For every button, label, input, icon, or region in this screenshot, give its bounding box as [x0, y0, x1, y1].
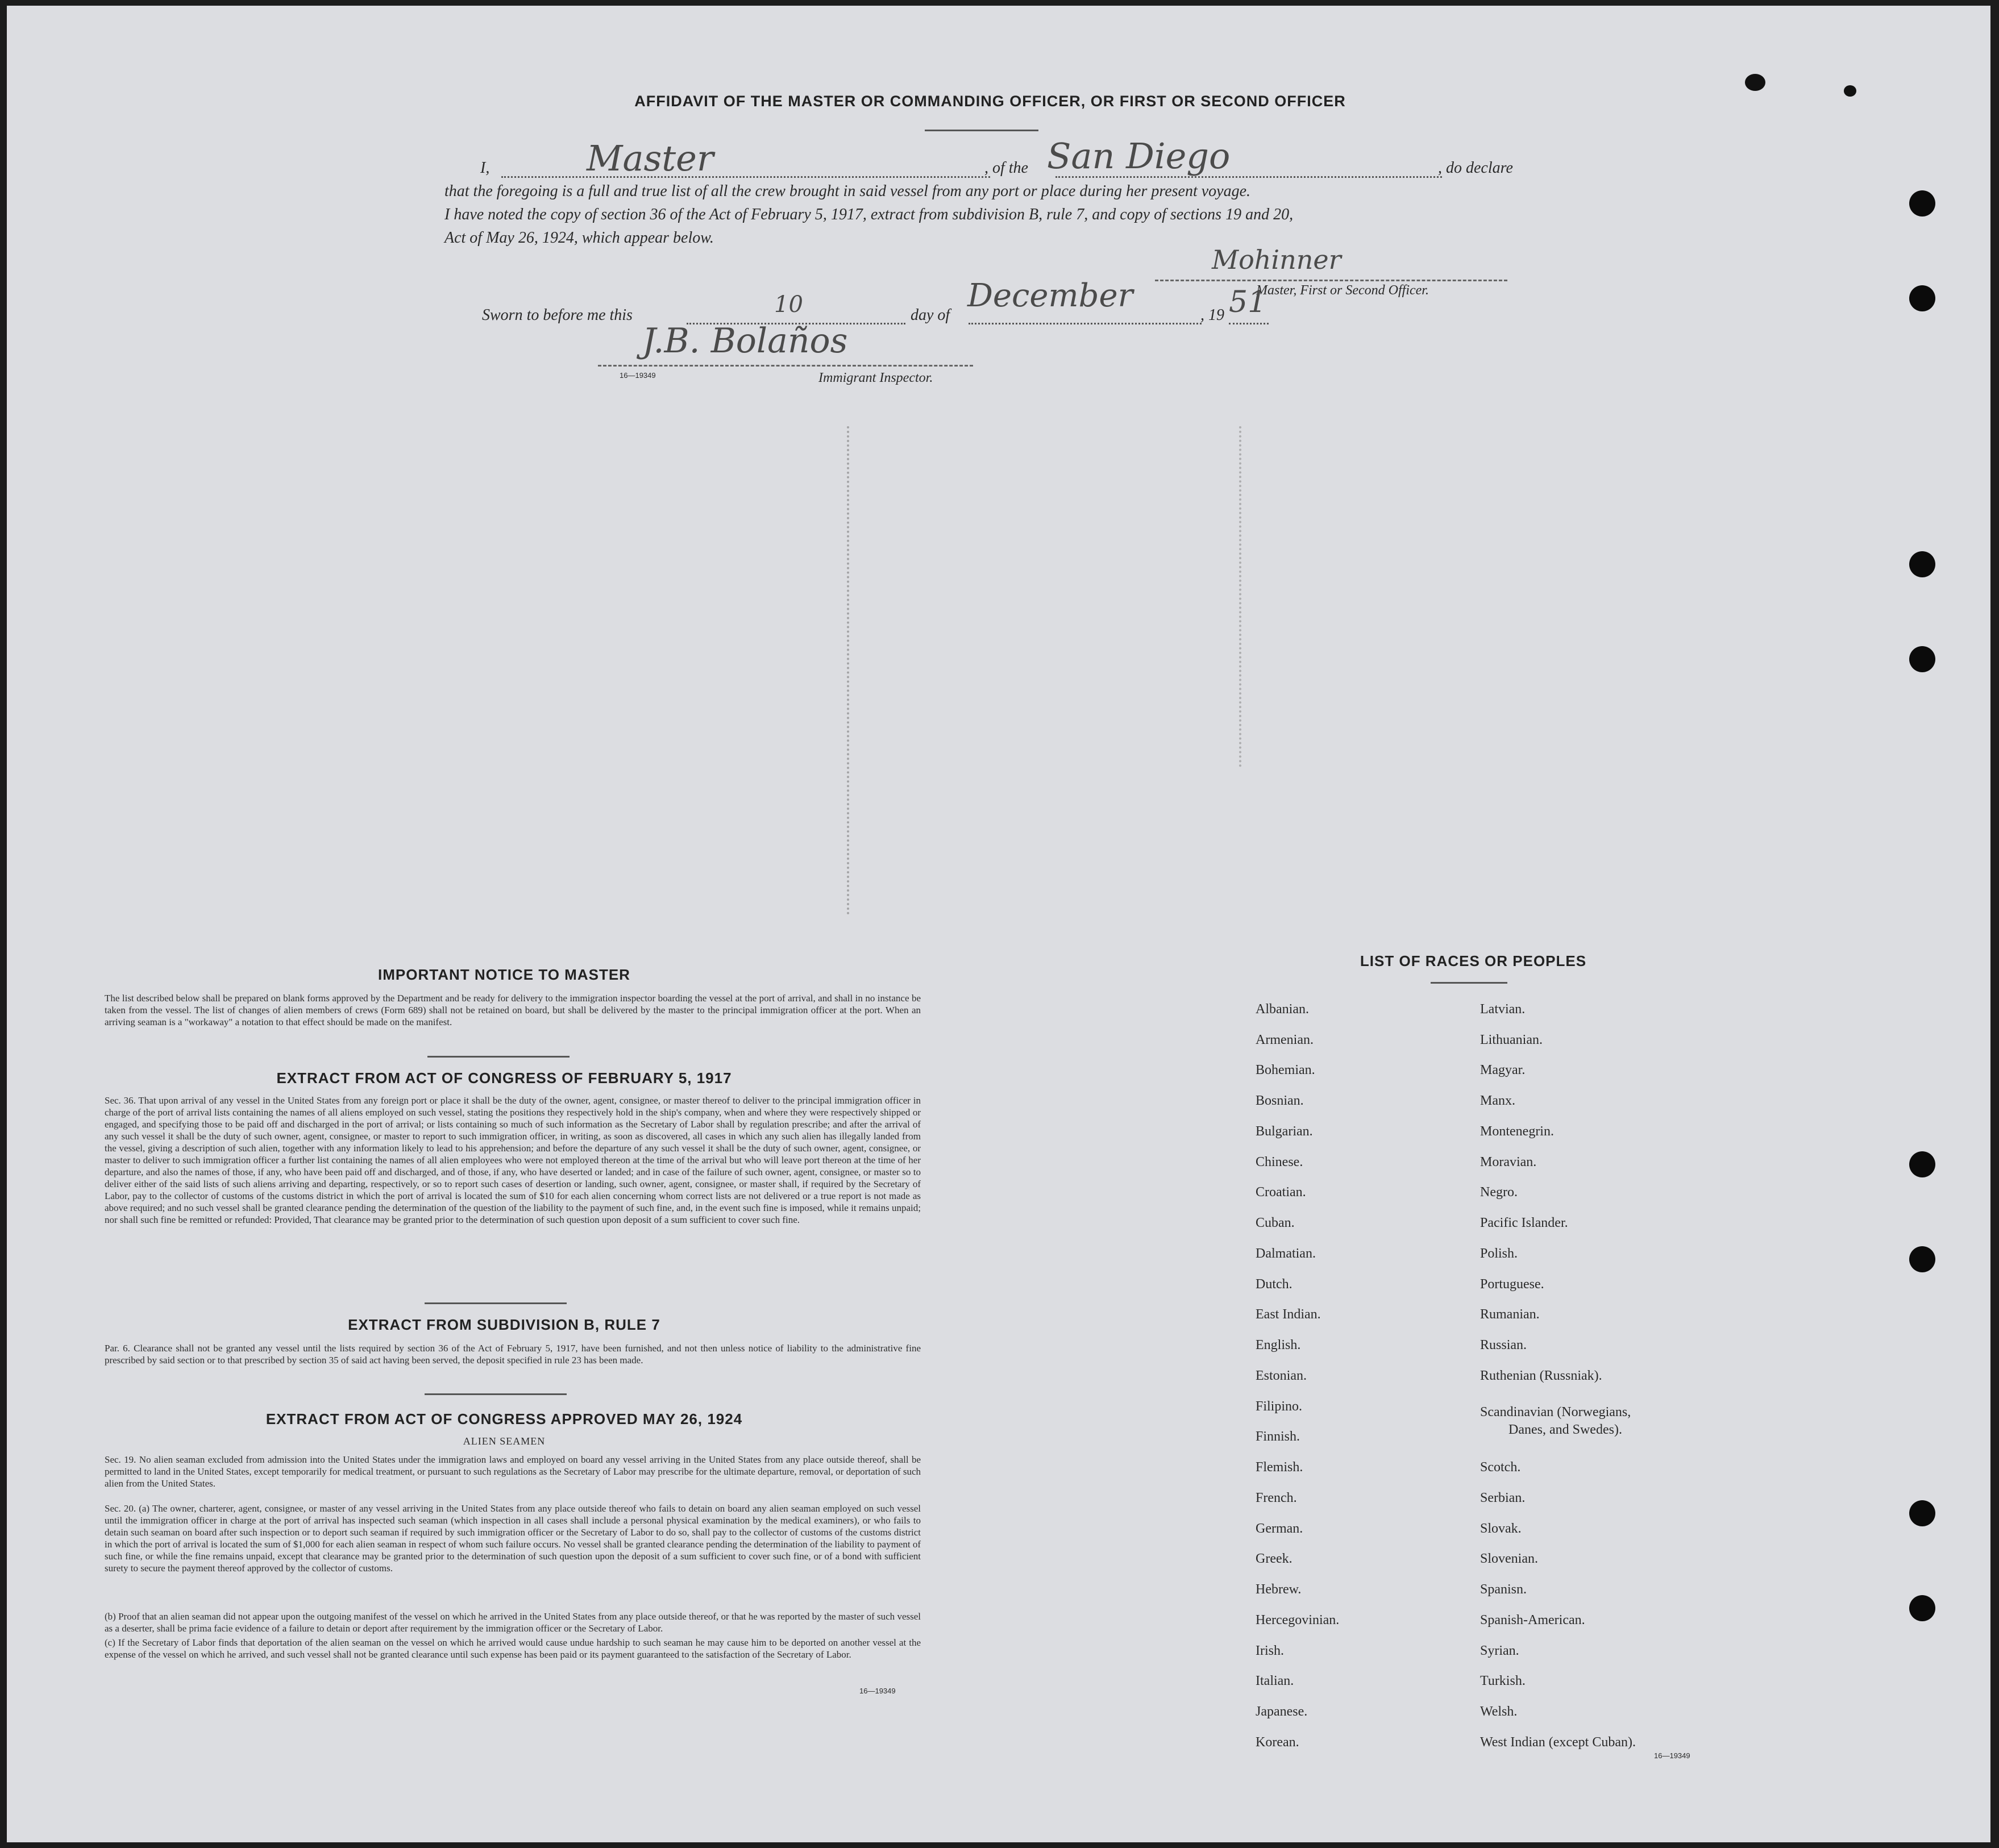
- race-left: Japanese.: [1256, 1704, 1308, 1719]
- day-handwritten: 10: [774, 292, 803, 318]
- ink-blot: [1745, 74, 1765, 91]
- races-divider: [1431, 982, 1507, 984]
- affidavit-form-number: 16—19349: [620, 371, 656, 380]
- race-left: Hercegovinian.: [1256, 1613, 1340, 1628]
- day-of-label: day of: [911, 306, 950, 324]
- title-divider: [925, 130, 1038, 131]
- race-right: Montenegrin.: [1480, 1124, 1554, 1139]
- column-guide: [1239, 426, 1241, 767]
- race-right: Pacific Islander.: [1480, 1216, 1568, 1230]
- extract-1924-sec19: Sec. 19. No alien seaman excluded from admission into the United States under the immigration laws and employed on board any vessel arriving in the United States from any place outside thereof, shall be permitted to land in the United States, except temporarily for medical treatment, or pursuant to such regulations as the Secretary of Labor may prescribe for the ultimate departure, removal, or deportation of such alien from the United States.: [105, 1454, 921, 1489]
- extract-rule7-text: Par. 6. Clearance shall not be granted any vessel until the lists required by section 36 of the Act of February 5, 1917, have been furnished, and not then unless notice of liability to the administrative fine prescribed by said section or to that prescribed by section 35 of said act having been served, the deposit specified in rule 23 has been made.: [105, 1343, 921, 1366]
- name-handwritten: Master: [587, 138, 714, 179]
- punch-hole: [1909, 1500, 1935, 1526]
- race-right: Scandinavian (Norwegians,: [1480, 1405, 1631, 1420]
- race-left: Dalmatian.: [1256, 1246, 1316, 1261]
- extract-1917-text: Sec. 36. That upon arrival of any vessel in the United States from any foreign port or place it shall be the duty of the owner, agent, consignee, or master thereof to deliver to the principal immigration officer in charge of the port of arrival lists containing the names of all aliens employed on such vessel, stating the positions they respectively hold in the ship's company, when and where they were respectively shipped or engaged, and specifying those to be paid off and discharged in the port of arrival; or lists containing so much of such information as the Secretary of Labor shall by regulation prescribe; and after the arrival of any such vessel it shall be the duty of such owner, agent, consignee, or master to report to such immigration officer, in writing, as soon as discovered, all cases in which any such alien has illegally landed from the vessel, giving a description of such alien, together with any information likely to lead to his apprehension; and before the departure of any such vessel it shall be the duty of such owner, agent, consignee, or master to deliver to such immigration officer a further list containing the names of all alien employees who were not employed thereon at the time of the arrival but who will leave port thereon at the time of her departure, and also the names of those, if any, who have been paid off and discharged, and of those, if any, who have deserted or landed; and in case of the failure of such owner, agent, consignee, or master so to deliver either of the said lists of such aliens arriving and departing, respectively, or so to report such cases of desertion or landing, such owner, agent, consignee, or master shall, if required by the Secretary of Labor, pay to the collector of customs of the customs district in which the port of arrival is located the sum of $10 for each alien concerning whom correct lists are not delivered or a true report is not made as above required; and no such vessel shall be granted clearance pending the determination of the question of the liability to the payment of such fine, and, in the event such fine is imposed, while it remains unpaid; nor shall such fine be remitted or refunded: Provided, That clearance may be granted prior to the determination of such question upon deposit of a sum sufficient to cover such fine.: [105, 1095, 921, 1225]
- punch-hole: [1909, 1595, 1935, 1621]
- race-right: Scotch.: [1480, 1460, 1521, 1475]
- punch-hole: [1909, 285, 1935, 311]
- race-right: Rumanian.: [1480, 1307, 1540, 1322]
- race-left: Armenian.: [1256, 1033, 1314, 1047]
- race-right: Portuguese.: [1480, 1277, 1544, 1292]
- extract-1924-sec20b: (b) Proof that an alien seaman did not appear upon the outgoing manifest of the vessel on which he arrived in the United States from any place outside thereof, or that he was reported by the master of such vessel as a deserter, shall be prima facie evidence of a failure to detain or deport after requirement by the immigration officer or the Secretary of Labor.: [105, 1611, 921, 1634]
- race-left: French.: [1256, 1491, 1297, 1505]
- inspector-signature: J.B. Bolaños: [642, 321, 848, 361]
- affidavit-title: AFFIDAVIT OF THE MASTER OR COMMANDING OFFICER, OR FIRST OR SECOND OFFICER: [634, 93, 1346, 110]
- race-left: Bulgarian.: [1256, 1124, 1313, 1139]
- punch-hole: [1909, 646, 1935, 672]
- race-right: Ruthenian (Russniak).: [1480, 1368, 1602, 1383]
- race-left: Korean.: [1256, 1735, 1299, 1750]
- race-left: Flemish.: [1256, 1460, 1303, 1475]
- extract-rule7-divider: [425, 1393, 567, 1395]
- race-left: Irish.: [1256, 1643, 1284, 1658]
- race-right: Welsh.: [1480, 1704, 1518, 1719]
- inspector-signature-line: [598, 365, 973, 367]
- punch-hole: [1909, 551, 1935, 577]
- race-right: West Indian (except Cuban).: [1480, 1735, 1636, 1750]
- of-the-label: , of the: [984, 159, 1028, 177]
- affidavit-body-2: I have noted the copy of section 36 of the Act of February 5, 1917, extract from subdivision B, rule 7, and copy of sections 19 and 20,: [444, 206, 1294, 223]
- affidavit-body-1: that the foregoing is a full and true list of all the crew brought in said vessel from any port or place during her present voyage.: [444, 182, 1251, 200]
- punch-hole: [1909, 1151, 1935, 1177]
- officer-caption: Master, First or Second Officer.: [1256, 283, 1429, 298]
- race-left: Greek.: [1256, 1551, 1293, 1566]
- race-left: Estonian.: [1256, 1368, 1307, 1383]
- races-form-number: 16—19349: [1654, 1751, 1690, 1760]
- race-right: Lithuanian.: [1480, 1033, 1543, 1047]
- extract-1924-form-number: 16—19349: [859, 1687, 896, 1695]
- affidavit-line1-prefix: I,: [480, 159, 490, 177]
- officer-signature: Mohinner: [1212, 244, 1341, 275]
- name-field-line: [501, 176, 990, 178]
- extract-1924-sec20a: Sec. 20. (a) The owner, charterer, agent, consignee, or master of any vessel arriving in the United States from any place outside thereof who fails to detain on board any alien seaman employed on such vessel until the immigration officer in charge at the port of arrival has inspected such seaman (which inspection in all cases shall include a personal physical examination by the medical examiners), or who fails to detain such seaman on board after such inspection or to deport such seaman if required by such immigration officer or the Secretary of Labor to do so, shall pay to the collector of customs of the customs district in which the port of arrival is located the sum of $1,000 for each alien seaman in respect of whom such failure occurs. No vessel shall be granted clearance pending the determination of the liability to payment of such fine, or while the fine remains unpaid, except that clearance may be granted prior to the determination of such question upon the deposit of a sum sufficient to cover such fine, or of a bond with sufficient surety to secure the payment thereof approved by the collector of customs.: [105, 1503, 921, 1574]
- race-left: English.: [1256, 1338, 1301, 1352]
- year-field-line: [1229, 323, 1269, 324]
- race-left: Croatian.: [1256, 1185, 1306, 1200]
- races-title: LIST OF RACES OR PEOPLES: [1360, 952, 1587, 969]
- race-left: Italian.: [1256, 1674, 1294, 1688]
- race-left: Filipino.: [1256, 1399, 1303, 1414]
- race-right: Turkish.: [1480, 1674, 1526, 1688]
- race-left: Finnish.: [1256, 1429, 1300, 1444]
- affidavit-body-3: Act of May 26, 1924, which appear below.: [444, 229, 714, 247]
- punch-hole: [1909, 1246, 1935, 1272]
- punch-hole: [1909, 190, 1935, 217]
- race-right: Moravian.: [1480, 1155, 1537, 1169]
- race-left: Bosnian.: [1256, 1093, 1304, 1108]
- race-right: Manx.: [1480, 1093, 1515, 1108]
- column-guide: [847, 426, 849, 915]
- extract-1917-title: EXTRACT FROM ACT OF CONGRESS OF FEBRUARY 5, 1917: [276, 1069, 732, 1087]
- race-left: East Indian.: [1256, 1307, 1321, 1322]
- extract-1917-divider: [425, 1302, 567, 1304]
- race-left: Chinese.: [1256, 1155, 1303, 1169]
- notice-title: IMPORTANT NOTICE TO MASTER: [378, 966, 630, 983]
- race-right: Russian.: [1480, 1338, 1527, 1352]
- race-right: Spanisn.: [1480, 1582, 1527, 1597]
- race-left: Bohemian.: [1256, 1063, 1315, 1077]
- race-left: Cuban.: [1256, 1216, 1295, 1230]
- race-left: German.: [1256, 1521, 1303, 1536]
- extract-rule7-title: EXTRACT FROM SUBDIVISION B, RULE 7: [348, 1316, 660, 1333]
- race-left: Dutch.: [1256, 1277, 1293, 1292]
- race-left: Albanian.: [1256, 1002, 1309, 1017]
- race-right: Polish.: [1480, 1246, 1518, 1261]
- notice-divider: [427, 1056, 570, 1058]
- extract-1924-sec20c: (c) If the Secretary of Labor finds that deportation of the alien seaman on the vessel on which he arrived would cause undue hardship to such seaman he may cause him to be deported on another vessel at the expense of the vessel on which he arrived, and such vessel shall not be granted clearance until such expense has been paid or its payment guaranteed to the satisfaction of the Secretary of Labor.: [105, 1637, 921, 1660]
- month-field-line: [969, 323, 1202, 324]
- do-declare-label: , do declare: [1438, 159, 1513, 177]
- race-right: Slovenian.: [1480, 1551, 1538, 1566]
- race-right: Negro.: [1480, 1185, 1518, 1200]
- race-right: Magyar.: [1480, 1063, 1526, 1077]
- race-left: Hebrew.: [1256, 1582, 1302, 1597]
- race-right: Syrian.: [1480, 1643, 1519, 1658]
- race-right: Slovak.: [1480, 1521, 1522, 1536]
- race-right: Serbian.: [1480, 1491, 1526, 1505]
- officer-signature-line: [1155, 280, 1507, 281]
- year-handwritten: 51: [1229, 285, 1267, 319]
- month-handwritten: December: [967, 277, 1133, 314]
- year-prefix: , 19: [1200, 306, 1224, 324]
- race-right: Latvian.: [1480, 1002, 1526, 1017]
- extract-1924-title: EXTRACT FROM ACT OF CONGRESS APPROVED MAY 26, 1924: [265, 1410, 743, 1427]
- sworn-prefix: Sworn to before me this: [482, 306, 633, 324]
- race-right: Spanish-American.: [1480, 1613, 1585, 1628]
- race-right-continued: Danes, and Swedes).: [1508, 1422, 1622, 1437]
- inspector-caption: Immigrant Inspector.: [818, 371, 933, 385]
- notice-text: The list described below shall be prepared on blank forms approved by the Department and be ready for delivery to the immigration inspector boarding the vessel at the port of arrival, and shall in no instance be taken from the vessel. The list of changes of alien members of crews (Form 689) shall not be retained on board, but shall be delivered by the master to the principal immigration officer at the port. When an arriving seaman is a "workaway" a notation to that effect should be made on the manifest.: [105, 993, 921, 1027]
- vessel-handwritten: San Diego: [1047, 135, 1231, 177]
- form-sheet: [7, 6, 1990, 1842]
- extract-1924-subtitle: ALIEN SEAMEN: [463, 1435, 546, 1447]
